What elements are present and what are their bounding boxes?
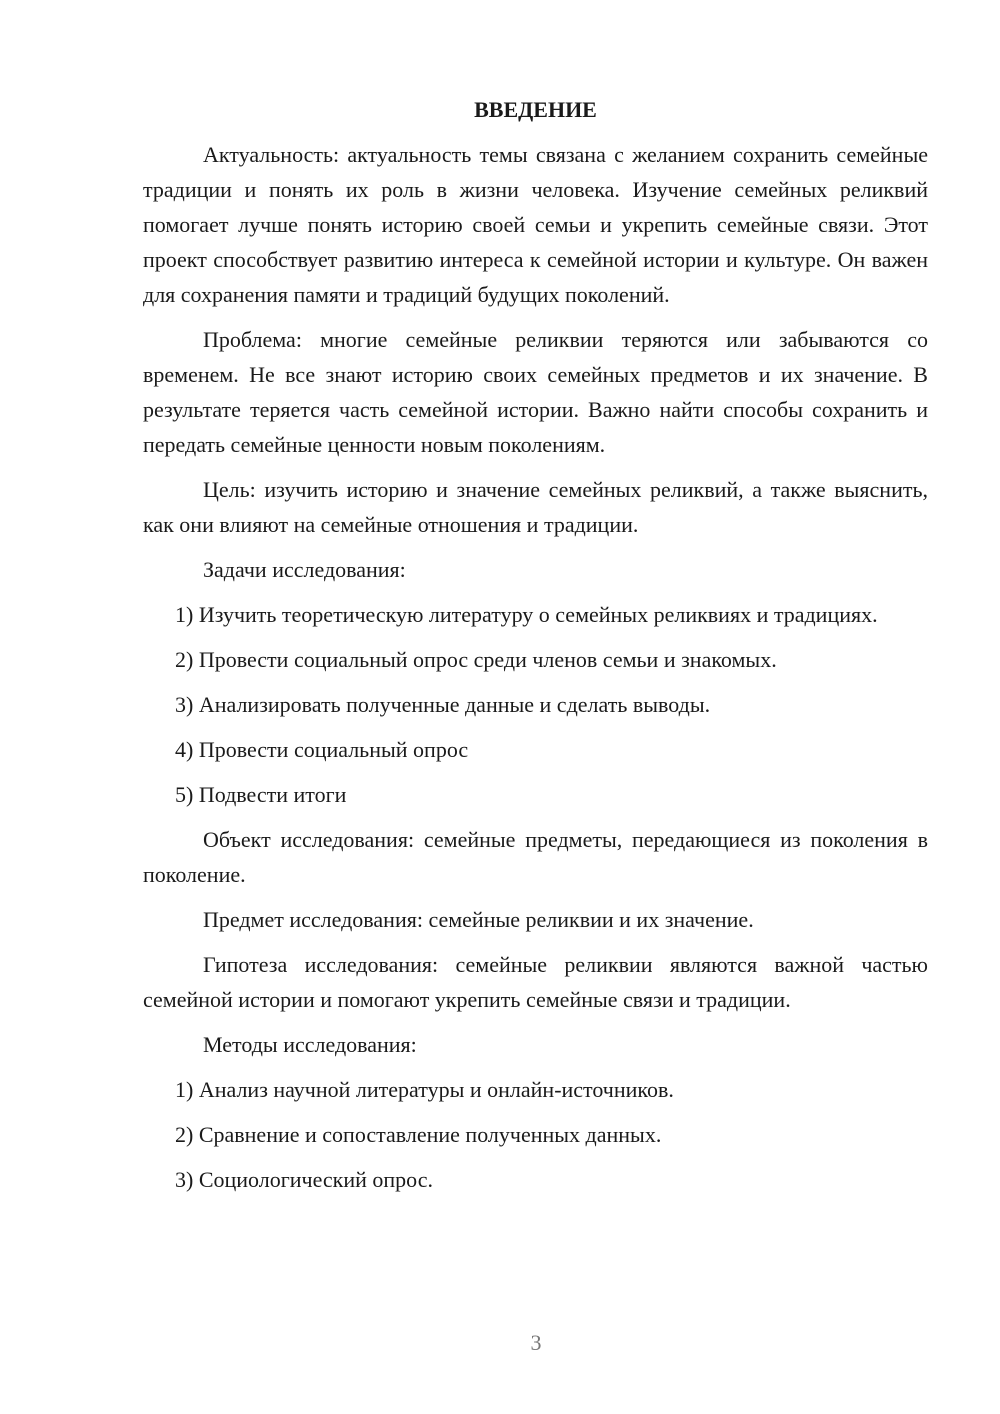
problem-paragraph: Проблема: многие семейные реликвии теряются или забываются со временем. Не все знают историю своих семейных предметов и их значение. В результате теряется часть семейной истории. Важно найти способы сохранить и передать семейные ценности новым поколениям.: [143, 327, 928, 457]
relevance-paragraph: Актуальность: актуальность темы связана с желанием сохранить семейные традиции и понять их роль в жизни человека. Изучение семейных реликвий помогает лучше понять историю своей семьи и укрепить семейные связи. Этот проект способствует развитию интереса к семейной истории и культуре. Он важен для сохранения памяти и традиций будущих поколений.: [143, 142, 928, 307]
goal-paragraph: Цель: изучить историю и значение семейных реликвий, а также выяснить, как они влияют на семейные отношения и традиции.: [143, 477, 928, 537]
task-item: 4) Провести социальный опрос: [175, 737, 469, 762]
task-item: 5) Подвести итоги: [175, 782, 347, 807]
object-paragraph: Объект исследования: семейные предметы, передающиеся из поколения в поколение.: [143, 827, 928, 887]
tasks-heading: Задачи исследования:: [203, 557, 406, 582]
page-content: [143, 92, 928, 1207]
task-item: 2) Провести социальный опрос среди членов семьи и знакомых.: [175, 647, 777, 672]
task-item: 3) Анализировать полученные данные и сделать выводы.: [175, 692, 711, 717]
methods-heading: Методы исследования:: [203, 1032, 417, 1057]
method-item: 3) Социологический опрос.: [175, 1167, 433, 1192]
subject-paragraph: Предмет исследования: семейные реликвии и их значение.: [203, 907, 754, 932]
hypothesis-paragraph: Гипотеза исследования: семейные реликвии являются важной частью семейной истории и помогают укрепить семейные связи и традиции.: [143, 952, 928, 1012]
method-item: 2) Сравнение и сопоставление полученных данных.: [175, 1122, 662, 1147]
task-item: 1) Изучить теоретическую литературу о семейных реликвиях и традициях.: [175, 602, 878, 627]
method-item: 1) Анализ научной литературы и онлайн-источников.: [175, 1077, 674, 1102]
page-title: ВВЕДЕНИЕ: [474, 97, 597, 122]
page-number: 3: [530, 1330, 542, 1355]
